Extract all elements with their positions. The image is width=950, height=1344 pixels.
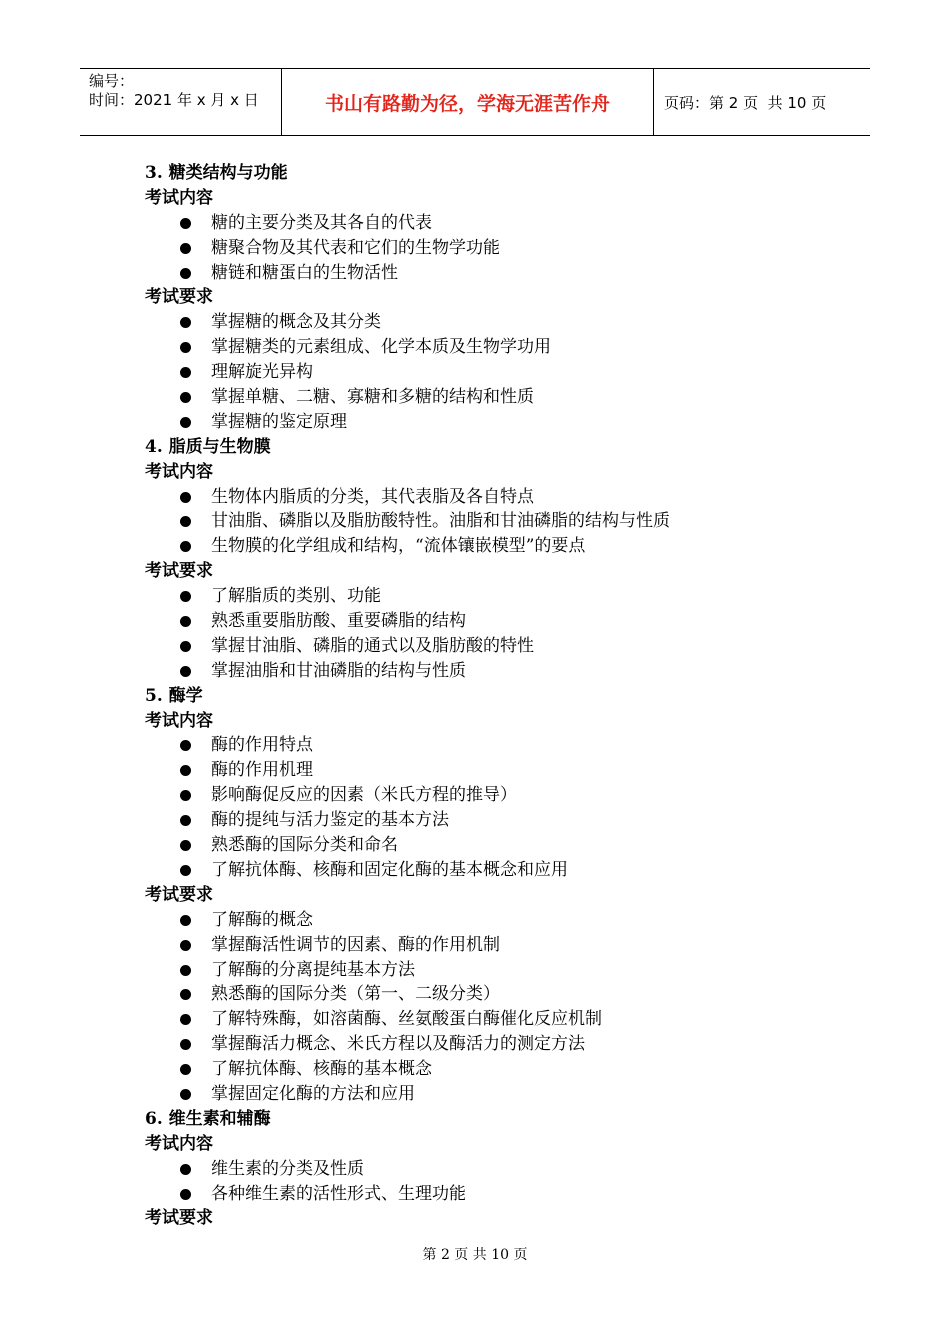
bullet-dot-icon: [180, 1064, 191, 1075]
bullet-dot-icon: [180, 616, 191, 627]
list-item: [145, 733, 845, 758]
list-item-text: 掌握油脂和甘油磷脂的结构与性质: [211, 660, 466, 681]
document-number-label: 编号：: [89, 72, 135, 90]
list-item: [145, 1157, 845, 1182]
subsection-heading: 考试要求: [145, 561, 213, 582]
list-item-text: 掌握酶活性调节的因素、酶的作用机制: [211, 934, 500, 955]
list-item-text: 了解酶的概念: [211, 909, 313, 930]
document-time-label: 时间：2021 年 x 月 x 日: [89, 91, 259, 109]
document-body: [145, 161, 845, 1231]
page-footer: 第 2 页 共 10 页: [422, 1247, 528, 1263]
bullet-dot-icon: [180, 865, 191, 876]
bullet-dot-icon: [180, 342, 191, 353]
bullet-dot-icon: [180, 492, 191, 503]
list-item: [145, 1082, 845, 1107]
bullet-dot-icon: [180, 940, 191, 951]
bullet-dot-icon: [180, 666, 191, 677]
list-item: [145, 808, 845, 833]
list-item: [145, 385, 845, 410]
bullet-dot-icon: [180, 541, 191, 552]
list-item-text: 生物膜的化学组成和结构，“流体镶嵌模型”的要点: [211, 536, 586, 557]
bullet-dot-icon: [180, 417, 191, 428]
list-item-text: 掌握酶活力概念、米氏方程以及酶活力的测定方法: [211, 1034, 585, 1055]
list-item-text: 影响酶促反应的因素（米氏方程的推导）: [211, 785, 517, 806]
list-item: [145, 1182, 845, 1207]
list-item: [145, 858, 845, 883]
list-item-text: 维生素的分类及性质: [211, 1158, 364, 1179]
list-item: [145, 335, 845, 360]
list-item: [145, 1007, 845, 1032]
list-item-text: 生物体内脂质的分类，其代表脂及各自特点: [211, 486, 534, 507]
list-item-text: 酶的提纯与活力鉴定的基本方法: [211, 810, 449, 831]
list-item: [145, 310, 845, 335]
list-item: [145, 236, 845, 261]
bullet-dot-icon: [180, 840, 191, 851]
list-item: [145, 958, 845, 983]
list-item: [145, 410, 845, 435]
list-item: [145, 1057, 845, 1082]
list-item-text: 了解酶的分离提纯基本方法: [211, 959, 415, 980]
section-title: 5. 酶学: [145, 685, 203, 706]
list-item: [145, 360, 845, 385]
bullet-dot-icon: [180, 1164, 191, 1175]
subsection-heading: 考试内容: [145, 187, 213, 208]
list-item: [145, 933, 845, 958]
list-item: [145, 634, 845, 659]
list-item-text: 掌握单糖、二糖、寡糖和多糖的结构和性质: [211, 387, 534, 408]
list-item-text: 酶的作用机理: [211, 760, 313, 781]
section-title: 6. 维生素和辅酶: [145, 1108, 271, 1129]
list-item-text: 各种维生素的活性形式、生理功能: [211, 1183, 466, 1204]
list-item-text: 了解特殊酶，如溶菌酶、丝氨酸蛋白酶催化反应机制: [211, 1009, 602, 1030]
list-item: [145, 584, 845, 609]
list-item: [145, 261, 845, 286]
bullet-dot-icon: [180, 965, 191, 976]
bullet-dot-icon: [180, 591, 191, 602]
bullet-dot-icon: [180, 1014, 191, 1025]
header-left-cell: [80, 69, 282, 135]
bullet-dot-icon: [180, 317, 191, 328]
bullet-dot-icon: [180, 516, 191, 527]
section-title: 4. 脂质与生物膜: [145, 436, 271, 457]
bullet-dot-icon: [180, 243, 191, 254]
bullet-dot-icon: [180, 367, 191, 378]
subsection-heading: 考试内容: [145, 461, 213, 482]
list-item: [145, 534, 845, 559]
list-item: [145, 609, 845, 634]
bullet-dot-icon: [180, 915, 191, 926]
bullet-dot-icon: [180, 765, 191, 776]
list-item-text: 熟悉酶的国际分类（第一、二级分类）: [211, 984, 500, 1005]
list-item: [145, 758, 845, 783]
bullet-dot-icon: [180, 268, 191, 279]
bullet-dot-icon: [180, 641, 191, 652]
list-item-text: 掌握固定化酶的方法和应用: [211, 1083, 415, 1104]
list-item-text: 了解抗体酶、核酶和固定化酶的基本概念和应用: [211, 859, 568, 880]
list-item-text: 糖链和糖蛋白的生物活性: [211, 262, 398, 283]
bullet-dot-icon: [180, 1089, 191, 1100]
subsection-heading: 考试内容: [145, 1133, 213, 1154]
subsection-heading: 考试内容: [145, 710, 213, 731]
list-item: [145, 1032, 845, 1057]
page-header: [80, 68, 870, 136]
list-item: [145, 908, 845, 933]
list-item: [145, 659, 845, 684]
list-item: [145, 485, 845, 510]
header-page-info: 页码：第 2 页 共 10 页: [664, 93, 827, 112]
bullet-dot-icon: [180, 1039, 191, 1050]
list-item: [145, 833, 845, 858]
list-item-text: 酶的作用特点: [211, 735, 313, 756]
list-item: [145, 509, 845, 534]
bullet-dot-icon: [180, 815, 191, 826]
list-item: [145, 783, 845, 808]
list-item: [145, 982, 845, 1007]
bullet-dot-icon: [180, 218, 191, 229]
list-item-text: 掌握糖的概念及其分类: [211, 312, 381, 333]
subsection-heading: 考试要求: [145, 884, 213, 905]
list-item-text: 掌握甘油脂、磷脂的通式以及脂肪酸的特性: [211, 635, 534, 656]
list-item-text: 熟悉酶的国际分类和命名: [211, 835, 398, 856]
list-item: [145, 211, 845, 236]
subsection-heading: 考试要求: [145, 287, 213, 308]
list-item-text: 熟悉重要脂肪酸、重要磷脂的结构: [211, 611, 466, 632]
list-item-text: 掌握糖类的元素组成、化学本质及生物学功用: [211, 337, 551, 358]
list-item-text: 了解抗体酶、核酶的基本概念: [211, 1059, 432, 1080]
list-item-text: 甘油脂、磷脂以及脂肪酸特性。油脂和甘油磷脂的结构与性质: [211, 511, 670, 532]
list-item-text: 糖的主要分类及其各自的代表: [211, 212, 432, 233]
list-item-text: 理解旋光异构: [211, 362, 313, 383]
header-motto: 书山有路勤为径，学海无涯苦作舟: [282, 69, 654, 135]
list-item-text: 糖聚合物及其代表和它们的生物学功能: [211, 237, 500, 258]
list-item-text: 了解脂质的类别、功能: [211, 586, 381, 607]
bullet-dot-icon: [180, 392, 191, 403]
list-item-text: 掌握糖的鉴定原理: [211, 411, 347, 432]
subsection-heading: 考试要求: [145, 1208, 213, 1229]
bullet-dot-icon: [180, 790, 191, 801]
bullet-dot-icon: [180, 740, 191, 751]
bullet-dot-icon: [180, 1189, 191, 1200]
bullet-dot-icon: [180, 989, 191, 1000]
section-title: 3. 糖类结构与功能: [145, 163, 288, 183]
